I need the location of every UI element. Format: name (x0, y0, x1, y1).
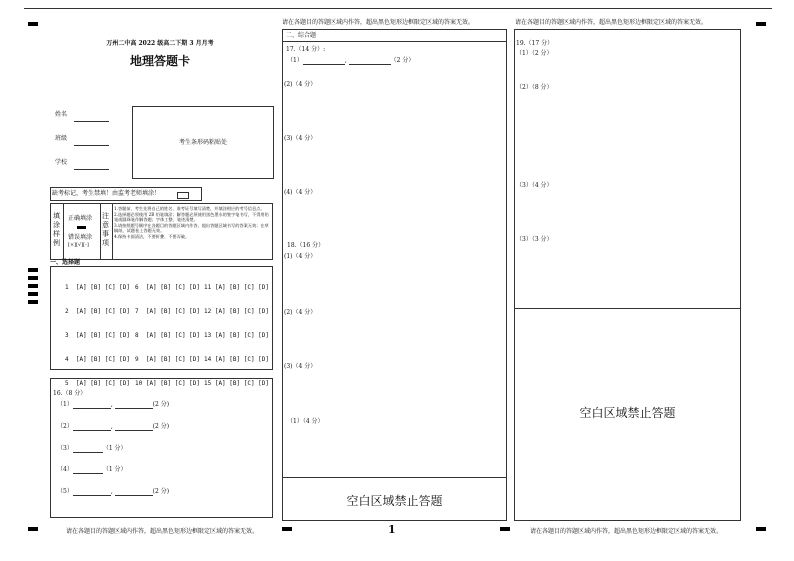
forbidden-text-right: 空白区域禁止答题 (579, 406, 676, 420)
mcq-row[interactable]: 8 [A] [B] [C] [D] (135, 332, 201, 339)
side-mark-4 (28, 292, 38, 296)
answer-line[interactable] (73, 473, 103, 474)
answer-line[interactable] (303, 64, 345, 65)
bottom-notice-left: 请在各题目的答题区域内作答，超出黑色矩形边框限定区域的答案无效。 (66, 528, 259, 535)
absent-checkbox[interactable] (177, 192, 189, 199)
q17-title: 17.（14 分）: (286, 46, 326, 53)
forbidden-area-middle (282, 477, 507, 521)
absent-mark-text: 缺考标记，考生禁填！由监考老师填涂！ (52, 190, 161, 197)
q19-title: 19.（17 分） (516, 40, 554, 47)
fill-example-label: 填涂样例 (53, 212, 60, 247)
q18-title: 18.（16 分） (287, 242, 325, 249)
class-label: 班级 (55, 135, 68, 142)
q16-item-3: （3） （1 分） (57, 445, 127, 452)
name-line[interactable] (74, 121, 109, 122)
mcq-row[interactable]: 2 [A] [B] [C] [D] (65, 308, 131, 315)
q16-item-4: （4） （1 分） (57, 466, 127, 473)
q16-title: 16.（8 分） (53, 390, 87, 397)
side-mark-1 (28, 268, 38, 272)
notes-list (114, 206, 270, 240)
answer-line[interactable] (73, 495, 111, 496)
correct-fill-sample (77, 226, 86, 229)
q17-item-4: (4)（4 分） (284, 189, 317, 196)
fill-divider-3 (112, 204, 113, 259)
mcq-row[interactable]: 7 [A] [B] [C] [D] (135, 308, 201, 315)
page-number: 1 (388, 523, 396, 536)
barcode-area (132, 106, 274, 179)
correct-fill-label: 正确填涂 (68, 215, 93, 222)
mcq-row[interactable]: 12 [A] [B] [C] [D] (204, 308, 270, 315)
q16-item-1: （1） , (2 分) (57, 401, 170, 408)
answer-line[interactable] (115, 408, 153, 409)
q18-item-1: (1)（4 分） (284, 253, 317, 260)
top-rule (24, 8, 772, 9)
q18-item-4: （1）（4 分） (287, 418, 324, 425)
q16-item-5: （5） , (2 分) (57, 488, 170, 495)
side-mark-5 (28, 300, 38, 304)
q16-item-2: （2） , (2 分) (57, 423, 170, 430)
forbidden-text-middle: 空白区域禁止答题 (346, 494, 443, 508)
alignment-mark-tr (756, 22, 766, 26)
q17-item-1: （1） , （2 分） (287, 57, 415, 64)
answer-line[interactable] (349, 64, 391, 65)
fill-divider-1 (63, 204, 64, 259)
bottom-notice-right: 请在各题目的答题区域内作答，超出黑色矩形边框限定区域的答案无效。 (530, 528, 723, 535)
q18-item-3: (3)（4 分） (284, 363, 317, 370)
answer-line[interactable] (73, 452, 103, 453)
mcq-row[interactable]: 9 [A] [B] [C] [D] (135, 356, 201, 363)
q17-item-3: (3)（4 分） (284, 135, 317, 142)
side-mark-2 (28, 276, 38, 280)
q17-item-2: (2)（4 分） (284, 81, 317, 88)
mcq-row[interactable]: 15 [A] [B] [C] [D] (204, 380, 270, 387)
wrong-fill-label: 错误填涂 (68, 234, 93, 241)
mcq-row[interactable]: 6 [A] [B] [C] [D] (135, 284, 201, 291)
q19-item-1: （1）（2 分） (516, 50, 553, 57)
q18-item-2: (2)（4 分） (284, 309, 317, 316)
school-line[interactable] (74, 169, 109, 170)
top-notice-right: 请在各题目的答题区域内作答，超出黑色矩形边框限定区域的答案无效。 (515, 19, 708, 26)
school-label: 学校 (55, 159, 68, 166)
q19-item-3: （3）（4 分） (516, 182, 553, 189)
section2-heading: 二、综合题 (286, 32, 317, 39)
fill-divider-2 (100, 204, 101, 259)
notes-label: 注意事项 (102, 212, 109, 247)
note-4: 4.保持卡面清洁，不要折叠、不要弄破。 (114, 233, 190, 239)
barcode-label: 考生条形码粘贴处 (178, 139, 227, 146)
mcq-row[interactable]: 13 [A] [B] [C] [D] (204, 332, 270, 339)
q19-item-4: （3）（3 分） (516, 236, 553, 243)
note-1: 1.答题前，考生先将自己的姓名、准考证号填写清楚，并填涂相应的考号信息点。 (114, 206, 265, 211)
section2-box (282, 29, 507, 521)
q19-box (514, 29, 741, 521)
note-3: 3.请按照题号顺序在各题目的答题区域内作答，超出答题区域书写的答案无效；在草稿纸、试题卷上答题无效。 (114, 222, 269, 234)
mcq-row[interactable]: 14 [A] [B] [C] [D] (204, 356, 270, 363)
alignment-mark-tl (28, 22, 38, 26)
answer-line[interactable] (115, 430, 153, 431)
q19-item-2: （2）（8 分） (516, 84, 553, 91)
alignment-mark-bc (282, 527, 292, 531)
note-2: 2.选择题必须使用 2B 铅笔填涂；解答题必须使用黑色墨水的签字笔书写，不得用铅笔或圆珠笔作解答题；字体工整、笔迹清楚。 (114, 211, 269, 223)
answer-line[interactable] (73, 408, 111, 409)
alignment-mark-bl (28, 527, 38, 531)
fill-notes-box (50, 203, 273, 260)
class-line[interactable] (74, 145, 109, 146)
q16-box (50, 378, 273, 518)
mcq-box (50, 266, 273, 387)
wrong-fill-sample: [×][√][-] (68, 242, 89, 248)
mcq-row[interactable]: 1 [A] [B] [C] [D] (65, 284, 131, 291)
side-mark-3 (28, 284, 38, 288)
mcq-row[interactable]: 5 [A] [B] [C] [D] (65, 380, 131, 387)
mcq-heading: 一、选择题 (50, 259, 81, 266)
answer-line[interactable] (73, 430, 111, 431)
section2-heading-rule (283, 41, 506, 42)
mcq-row[interactable]: 11 [A] [B] [C] [D] (204, 284, 270, 291)
mcq-row[interactable]: 10 [A] [B] [C] [D] (135, 380, 201, 387)
name-label: 姓名 (55, 111, 68, 118)
card-title: 地理答题卡 (129, 54, 190, 68)
alignment-mark-br (756, 527, 766, 531)
exam-name: 万州二中高 2022 级高二下期 3 月月考 (106, 40, 214, 47)
alignment-mark-bc2 (500, 527, 510, 531)
forbidden-area-right (514, 308, 741, 521)
mcq-row[interactable]: 3 [A] [B] [C] [D] (65, 332, 131, 339)
top-notice-middle: 请在各题目的答题区域内作答，超出黑色矩形边框限定区域的答案无效。 (282, 19, 475, 26)
mcq-row[interactable]: 4 [A] [B] [C] [D] (65, 356, 131, 363)
answer-line[interactable] (115, 495, 153, 496)
absent-mark-box (50, 187, 202, 201)
